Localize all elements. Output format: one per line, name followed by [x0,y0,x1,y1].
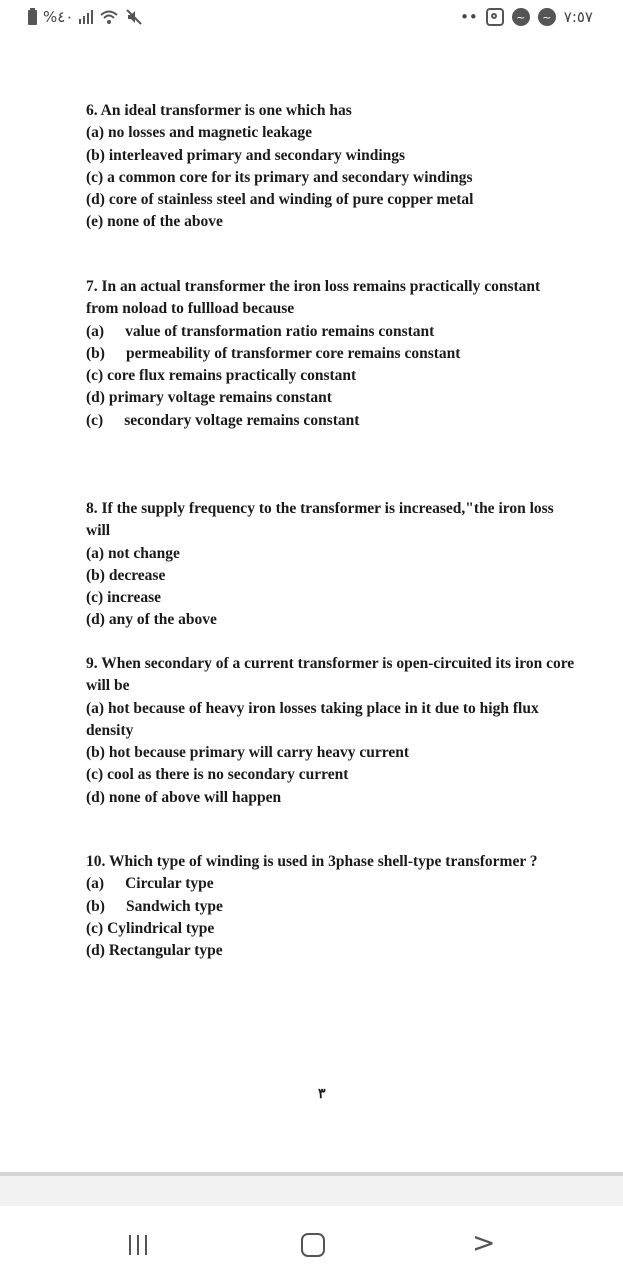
question-7 [86,276,540,432]
option: (b) hot because primary will carry heavy current [86,744,410,762]
option: density [86,721,134,739]
option-text: Sandwich type [125,897,223,915]
question-stem: 7. In an actual transformer the iron loss remains practically constant [86,278,541,295]
option: (d) core of stainless steel and winding of pure copper metal [86,191,474,209]
back-button[interactable]: > [472,1226,496,1259]
option-letter: (b) [86,344,105,362]
question-6 [86,100,474,234]
battery-icon [28,10,37,25]
question-stem: 10. Which type of winding is used in 3phase shell-type transformer ? [86,853,538,870]
question-10 [86,851,538,962]
option [86,410,540,432]
question-9 [86,653,574,809]
option [86,873,538,895]
option: (a) hot because of heavy iron losses taking place in it due to high flux [86,699,539,717]
question-stem: will be [86,677,130,695]
option-letter: (a) [86,875,105,893]
option: (a) no losses and magnetic leakage [86,124,313,142]
battery-percent: %٤٠ [43,8,74,26]
messenger-icon: ~ [512,8,530,26]
option: (b) decrease [86,566,166,584]
more-dots: •• [460,8,478,26]
clock: ٧:٥٧ [563,8,593,26]
status-right [460,8,593,26]
option: (c) increase [86,589,162,607]
option: (c) cool as there is no secondary current [86,766,349,784]
option [86,896,538,918]
question-stem: 8. If the supply frequency to the transformer is increased,"the iron loss [86,500,554,517]
home-button[interactable] [292,1230,332,1260]
question-8 [86,498,554,632]
signal-icon [79,10,93,24]
recents-button[interactable] [118,1230,158,1260]
status-left [28,8,143,26]
option-letter: (b) [86,897,105,915]
option: (a) not change [86,544,180,562]
option: (c) core flux remains practically constant [86,367,357,385]
option [86,321,540,343]
option: (d) none of above will happen [86,788,282,806]
option [86,343,540,365]
question-stem: 9. When secondary of a current transformer is open-circuited its iron core [86,655,575,672]
option-text: value of transformation ratio remains constant [125,322,435,340]
option: (d) primary voltage remains constant [86,389,332,407]
question-stem: from noload to fullload because [86,300,295,318]
wifi-icon [99,9,119,25]
option-letter: (a) [86,322,105,340]
option-text: secondary voltage remains constant [124,411,360,429]
question-stem: 6. An ideal transformer is one which has [86,102,352,119]
status-bar [0,0,623,36]
option: (e) none of the above [86,213,223,231]
option-text: permeability of transformer core remains constant [125,344,461,362]
option: (c) a common core for its primary and secondary windings [86,168,473,186]
mute-icon [125,8,143,26]
option-text: Circular type [125,875,214,893]
question-stem: will [86,522,111,540]
option-letter: (c) [86,411,104,429]
option: (b) interleaved primary and secondary windings [86,146,406,164]
option: (d) any of the above [86,611,217,629]
option: (d) Rectangular type [86,942,223,960]
option: (c) Cylindrical type [86,919,215,937]
page-number: ٣ [318,1087,326,1102]
messenger-icon-2: ~ [538,8,556,26]
instagram-icon [486,8,504,26]
navigation-bar [0,1176,623,1280]
